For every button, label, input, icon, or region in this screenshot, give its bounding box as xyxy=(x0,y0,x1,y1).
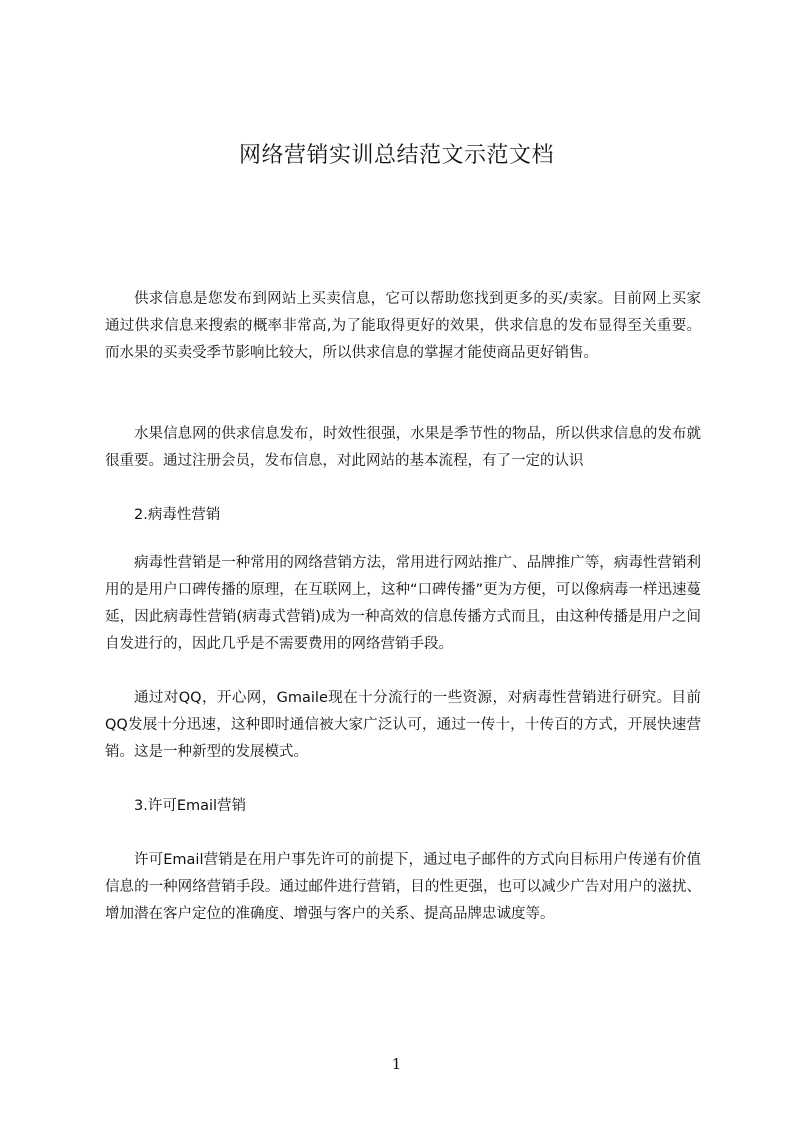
page-number: 1 xyxy=(391,1055,402,1073)
paragraph-supply-demand-info: 供求信息是您发布到网站上买卖信息，它可以帮助您找到更多的买/卖家。目前网上买家通过供求信息来搜索的概率非常高,为了能取得更好的效果，供求信息的发布显得至关重要。而水果的买卖受季节影响比较大，所以供求信息的掌握才能使商品更好销售。 xyxy=(105,291,701,361)
section-heading-permission-email: 3.许可Email营销 xyxy=(134,798,247,814)
section-heading-viral-marketing: 2.病毒性营销 xyxy=(134,507,221,523)
paragraph-viral-marketing-definition: 病毒性营销是一种常用的网络营销方法，常用进行网站推广、品牌推广等，病毒性营销利用的是用户口碑传播的原理，在互联网上，这种“口碑传播”更为方便，可以像病毒一样迅速蔓延，因此病毒性营销(病毒式营销)成为一种高效的信息传播方式而且，由这种传播是用户之间自发进行的，因此几乎是不需要费用的网络营销手段。 xyxy=(105,555,701,652)
paragraph-permission-email-definition: 许可Email营销是在用户事先许可的前提下，通过电子邮件的方式向目标用户传递有价值信息的一种网络营销手段。通过邮件进行营销，目的性更强，也可以减少广告对用户的滋扰、增加潜在客户定位的准确度、增强与客户的关系、提高品牌忠诚度等。 xyxy=(105,852,701,922)
paragraph-viral-marketing-research: 通过对QQ，开心网，Gmaile现在十分流行的一些资源，对病毒性营销进行研究。目前QQ发展十分迅速，这种即时通信被大家广泛认可，通过一传十，十传百的方式，开展快速营销。这是一种新型的发展模式。 xyxy=(105,690,701,760)
paragraph-fruit-info-publishing: 水果信息网的供求信息发布，时效性很强，水果是季节性的物品，所以供求信息的发布就很重要。通过注册会员，发布信息，对此网站的基本流程，有了一定的认识 xyxy=(105,426,701,469)
document-title: 网络营销实训总结范文示范文档 xyxy=(238,143,554,168)
